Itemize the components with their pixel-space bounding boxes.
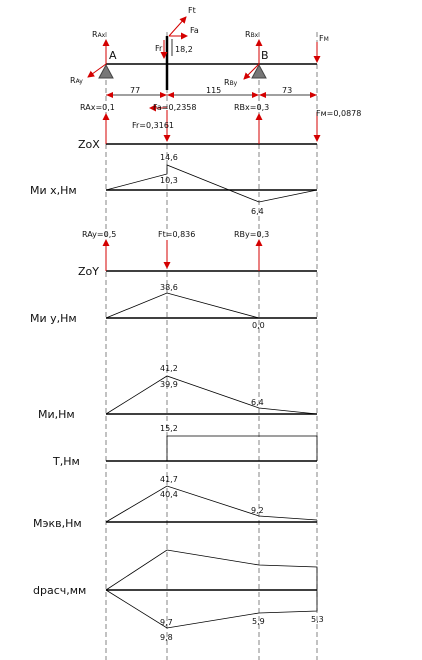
support-b-triangle <box>252 65 266 78</box>
gear-radius-label: 18,2 <box>175 45 193 54</box>
mi-val-1: 41,2 <box>160 364 178 373</box>
d-val-2: 9,8 <box>160 633 173 642</box>
mekv-val-2: 40,4 <box>160 490 178 499</box>
zoy-scheme <box>78 230 317 278</box>
zox-fr: Fr=0,3161 <box>132 121 175 130</box>
ft-arrow <box>169 17 186 36</box>
ft-label: Ft <box>188 6 196 15</box>
dim-1: 77 <box>130 86 141 95</box>
my-val-1: 38,6 <box>160 283 178 292</box>
fr-label: Fr <box>155 44 163 53</box>
zox-rbx: RBx=0,3 <box>234 103 270 112</box>
mx-title: Ми x,Нм <box>30 184 77 197</box>
mx-val-2: 10,3 <box>160 176 178 185</box>
d-title: dрасч,мм <box>33 584 87 597</box>
mx-val-3: 6,4 <box>251 207 264 216</box>
ray-label: RAy <box>70 76 83 85</box>
t-diagram <box>52 424 317 468</box>
mekv-diagram <box>33 475 317 530</box>
t-val-1: 15,2 <box>160 424 178 433</box>
label-b: B <box>261 49 269 62</box>
zoy-rby: RBy=0,3 <box>234 230 270 239</box>
zox-rax: RAx=0,1 <box>80 103 115 112</box>
zox-title: ZoX <box>78 138 100 151</box>
fa-label: Fa <box>190 26 199 35</box>
zoy-title: ZoY <box>78 265 99 278</box>
mi-val-2: 39,9 <box>160 380 178 389</box>
zoy-ray: RAy=0,5 <box>82 230 117 239</box>
mi-val-3: 6,4 <box>251 398 264 407</box>
fm-label: FM <box>319 34 329 43</box>
my-val-2: 0,0 <box>252 321 265 330</box>
mx-diagram <box>30 153 317 216</box>
zox-scheme <box>78 103 361 151</box>
mx-val-1: 14,6 <box>160 153 178 162</box>
rbx-label: RBx <box>245 30 259 39</box>
dim-3: 73 <box>282 86 293 95</box>
beam-scheme <box>70 6 329 98</box>
zox-fa: Fa=0,2358 <box>153 103 197 112</box>
mi-diagram <box>38 364 317 421</box>
zoy-ft: Ft=0,836 <box>158 230 196 239</box>
zox-fm: Fм=0,0878 <box>316 109 362 118</box>
mekv-title: Мэкв,Нм <box>33 517 82 530</box>
mekv-val-1: 41,7 <box>160 475 178 484</box>
my-diagram <box>30 283 317 330</box>
dim-2: 115 <box>206 86 222 95</box>
t-title: Т,Нм <box>53 455 80 468</box>
rax-label: RAx <box>92 30 106 39</box>
my-title: Ми y,Нм <box>30 312 77 325</box>
mi-title: Ми,Нм <box>38 408 75 421</box>
d-val-4: 5,3 <box>311 615 324 624</box>
mekv-val-3: 9,2 <box>251 506 264 515</box>
d-diagram <box>33 550 324 642</box>
rby-label: RBy <box>224 78 238 87</box>
label-a: A <box>109 49 117 62</box>
d-val-1: 9,7 <box>160 618 173 627</box>
d-val-3: 5,9 <box>252 617 265 626</box>
